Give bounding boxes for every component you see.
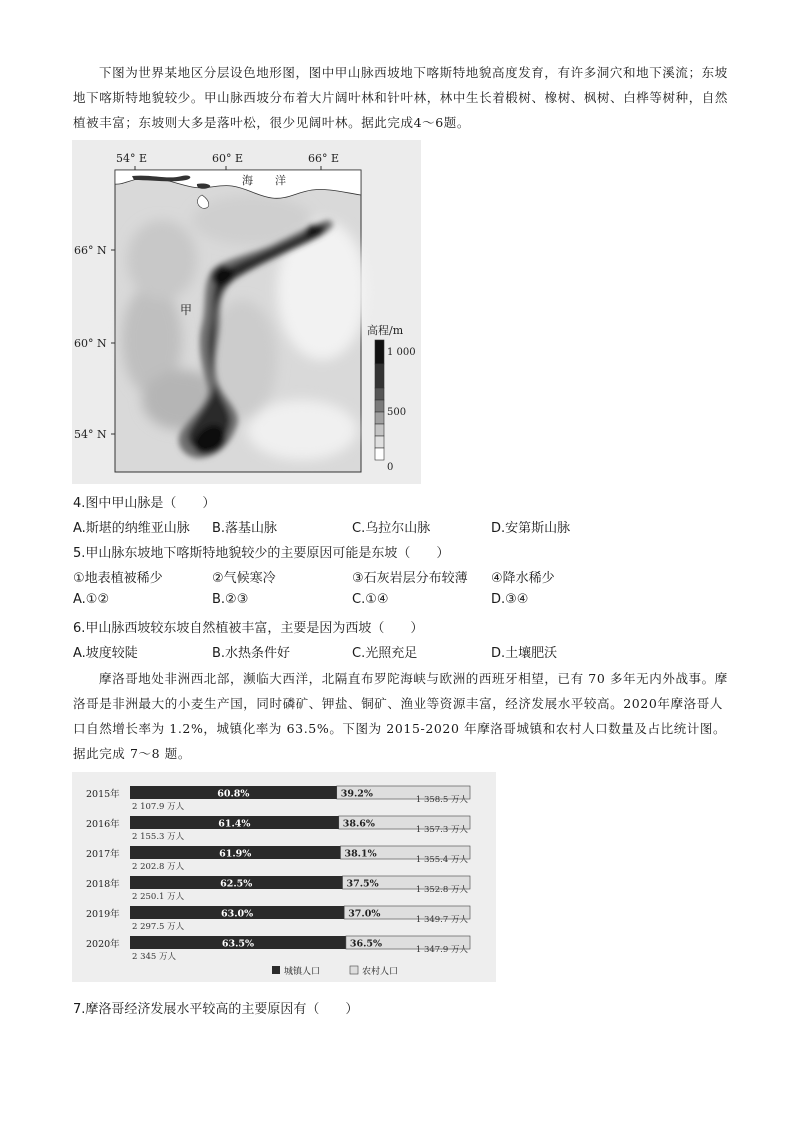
rural-population-label: 1 357.3 万人 <box>415 825 468 835</box>
year-label: 2017年 <box>86 849 120 860</box>
urban-population-label: 2 297.5 万人 <box>132 922 185 932</box>
question-5-option-d[interactable]: D.③④ <box>491 592 529 607</box>
legend-swatch <box>375 448 384 460</box>
topographic-map <box>72 140 421 484</box>
urban-percent-label: 63.0% <box>221 908 254 920</box>
urban-population-label: 2 345 万人 <box>132 952 177 962</box>
lon-label: 66° E <box>308 152 340 165</box>
question-4-option-d[interactable]: D.安第斯山脉 <box>491 521 571 536</box>
rural-percent-label: 39.2% <box>340 788 373 800</box>
question-4-option-a[interactable]: A.斯堪的纳维亚山脉 <box>73 521 190 536</box>
map-svg <box>72 140 421 484</box>
lat-label: 66° N <box>74 244 107 257</box>
legend-title: 高程/m <box>367 324 404 337</box>
rural-percent-label: 38.1% <box>344 848 377 860</box>
question-5-item-3: ③石灰岩层分布较薄 <box>352 571 468 586</box>
legend-tick: 1 000 <box>387 347 416 358</box>
range-label: 甲 <box>180 303 193 317</box>
question-6-option-d[interactable]: D.土壤肥沃 <box>491 646 558 661</box>
question-5-option-a[interactable]: A.①② <box>73 592 110 607</box>
year-label: 2020年 <box>86 939 120 950</box>
rural-population-label: 1 352.8 万人 <box>415 885 468 895</box>
legend-rural-label: 农村人口 <box>362 967 399 977</box>
intro-paragraph-2 <box>73 666 733 766</box>
lat-label: 60° N <box>74 337 107 350</box>
legend-swatch <box>375 412 384 424</box>
legend-tick: 500 <box>387 407 407 418</box>
urban-percent-label: 62.5% <box>220 878 253 890</box>
legend-urban-swatch <box>272 966 280 974</box>
rural-percent-label: 37.0% <box>348 908 381 920</box>
question-5-item-1: ①地表植被稀少 <box>73 571 163 586</box>
question-6-option-a[interactable]: A.坡度较陡 <box>73 646 138 661</box>
question-5-item-4: ④降水稀少 <box>491 571 555 586</box>
question-7-stem: 7.摩洛哥经济发展水平较高的主要原因有（ ） <box>73 1002 359 1017</box>
legend-swatch <box>375 364 384 388</box>
year-label: 2015年 <box>86 789 120 800</box>
urban-population-label: 2 155.3 万人 <box>132 832 185 842</box>
urban-population-label: 2 250.1 万人 <box>132 892 185 902</box>
intro-text-2: 摩洛哥地处非洲西北部，濒临大西洋，北隔直布罗陀海峡与欧洲的西班牙相望，已有 70 多年无内外战事。摩洛哥是非洲最大的小麦生产国，同时磷矿、钾盐、铜矿、渔业等资源丰富，经济发展水平较高。2020年摩洛哥人口自然增长率为 1.2%，城镇化率为 63.5%。下图为 2015-2020 年摩洛哥城镇和农村人口数量及占比统计图。据此完成 7～8 题。 <box>73 671 728 761</box>
year-label: 2016年 <box>86 819 120 830</box>
legend-tick: 0 <box>387 462 394 473</box>
rural-percent-label: 38.6% <box>342 818 375 830</box>
legend-swatch <box>375 424 384 436</box>
intro-paragraph-1 <box>73 60 733 135</box>
rural-population-label: 1 349.7 万人 <box>415 915 468 925</box>
ocean-label: 海 洋 <box>242 174 286 187</box>
urban-population-label: 2 107.9 万人 <box>132 802 185 812</box>
legend-rural-swatch <box>350 966 358 974</box>
year-label: 2018年 <box>86 879 120 890</box>
legend-urban-label: 城镇人口 <box>284 967 321 977</box>
legend-swatch <box>375 400 384 412</box>
rural-population-label: 1 347.9 万人 <box>415 945 468 955</box>
question-4-stem: 4.图中甲山脉是（ ） <box>73 496 216 511</box>
rural-population-label: 1 358.5 万人 <box>415 795 468 805</box>
urban-percent-label: 61.4% <box>218 818 251 830</box>
legend-swatch <box>375 388 384 400</box>
question-5-item-2: ②气候寒冷 <box>212 571 276 586</box>
question-6-stem: 6.甲山脉西坡较东坡自然植被丰富，主要是因为西坡（ ） <box>73 621 424 636</box>
question-5-option-b[interactable]: B.②③ <box>212 592 249 607</box>
lat-label: 54° N <box>74 428 107 441</box>
question-5-stem: 5.甲山脉东坡地下喀斯特地貌较少的主要原因可能是东坡（ ） <box>73 546 450 561</box>
urban-percent-label: 63.5% <box>221 938 255 950</box>
rural-percent-label: 37.5% <box>346 878 379 890</box>
lon-label: 60° E <box>212 152 244 165</box>
question-5-option-c[interactable]: C.①④ <box>352 592 389 607</box>
question-6-option-c[interactable]: C.光照充足 <box>352 646 418 661</box>
intro-text-1: 下图为世界某地区分层设色地形图，图中甲山脉西坡地下喀斯特地貌高度发育，有许多洞穴和地下溪流；东坡地下喀斯特地貌较少。甲山脉西坡分布着大片阔叶林和针叶林，林中生长着椴树、橡树、枫树、白桦等树种，自然植被丰富；东坡则大多是落叶松，很少见阔叶林。据此完成4～6题。 <box>73 65 729 130</box>
urban-population-label: 2 202.8 万人 <box>132 862 185 872</box>
rural-population-label: 1 355.4 万人 <box>415 855 468 865</box>
urban-percent-label: 61.9% <box>219 848 252 860</box>
question-6-option-b[interactable]: B.水热条件好 <box>212 646 291 661</box>
legend-swatch <box>375 340 384 364</box>
question-4-option-b[interactable]: B.落基山脉 <box>212 521 278 536</box>
question-4-option-c[interactable]: C.乌拉尔山脉 <box>352 521 431 536</box>
year-label: 2019年 <box>86 909 120 920</box>
chart-svg <box>72 772 496 982</box>
urban-percent-label: 60.8% <box>217 788 250 800</box>
rural-percent-label: 36.5% <box>349 938 383 950</box>
lon-label: 54° E <box>116 152 148 165</box>
legend-swatch <box>375 436 384 448</box>
population-chart <box>72 772 496 982</box>
